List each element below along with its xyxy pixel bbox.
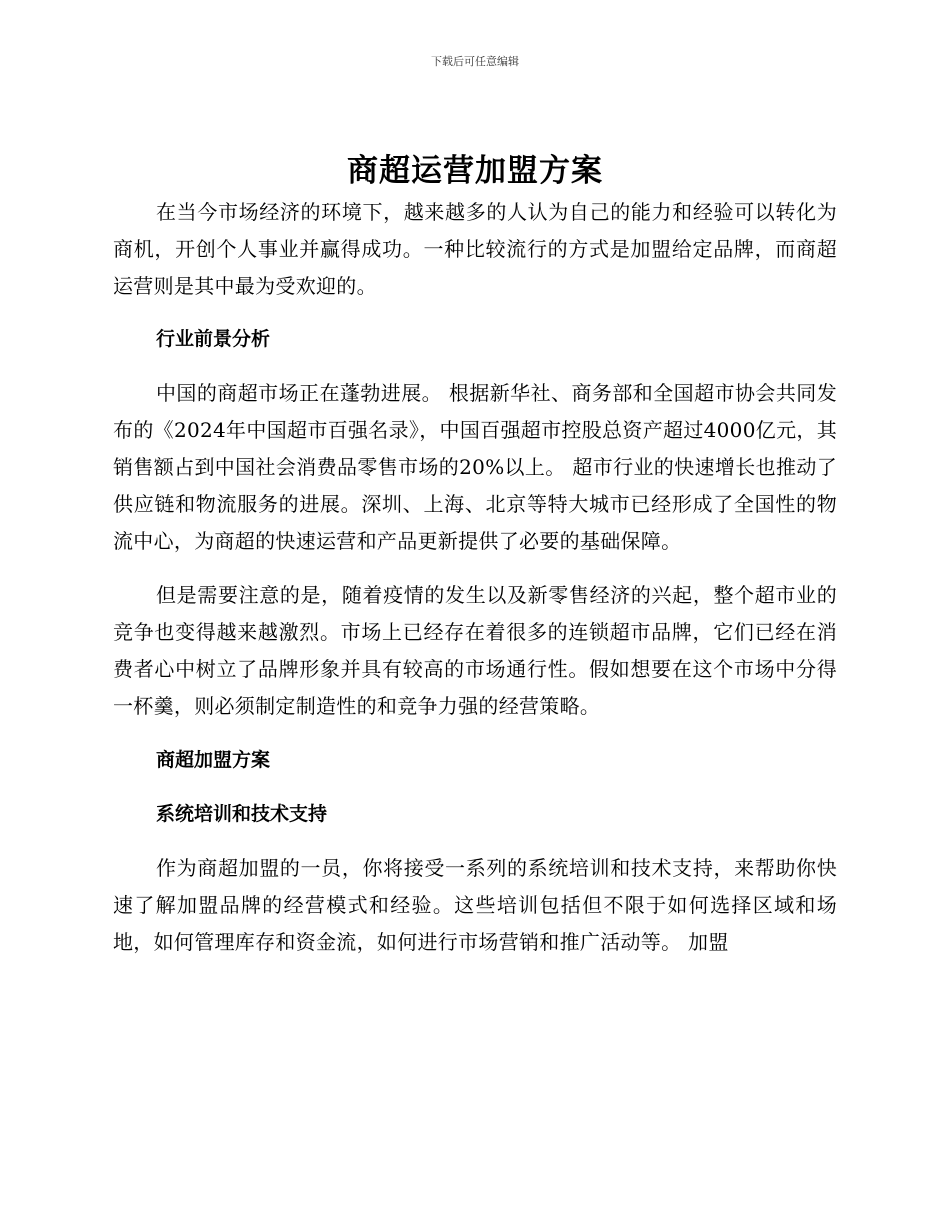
section-heading-industry-outlook: 行业前景分析 [156,328,271,350]
industry-outlook-paragraph-1: 中国的商超市场正在蓬勃进展。 根据新华社、商务部和全国超市协会共同发布的《2024年中国超市百强名录》，中国百强超市控股总资产超过4000亿元，其销售额占到中国社会消费品零售市场的20%以上。 超市行业的快速增长也推动了供应链和物流服务的进展。深圳、上海、北京等特大城市已经形成了全国性的物流中心，为商超的快速运营和产品更新提供了必要的基础保障。 [113,381,837,553]
document-title: 商超运营加盟方案 [347,153,603,189]
document-body [113,150,837,978]
section-heading-franchise-plan: 商超加盟方案 [156,749,271,771]
page-header: 下载后可任意编辑 [431,55,519,68]
intro-paragraph: 在当今市场经济的环境下，越来越多的人认为自己的能力和经验可以转化为商机，开创个人事业并赢得成功。一种比较流行的方式是加盟给定品牌，而商超运营则是其中最为受欢迎的。 [113,200,837,298]
training-support-paragraph: 作为商超加盟的一员，你将接受一系列的系统培训和技术支持，来帮助你快速了解加盟品牌的经营模式和经验。这些培训包括但不限于如何选择区域和场地，如何管理库存和资金流，如何进行市场营销和推广活动等。 加盟 [113,856,837,954]
sub-heading-training-support: 系统培训和技术支持 [156,803,328,825]
industry-outlook-paragraph-2: 但是需要注意的是，随着疫情的发生以及新零售经济的兴起，整个超市业的竞争也变得越来越激烈。市场上已经存在着很多的连锁超市品牌，它们已经在消费者心中树立了品牌形象并具有较高的市场通行性。假如想要在这个市场中分得一杯羹，则必须制定制造性的和竞争力强的经营策略。 [113,583,837,718]
